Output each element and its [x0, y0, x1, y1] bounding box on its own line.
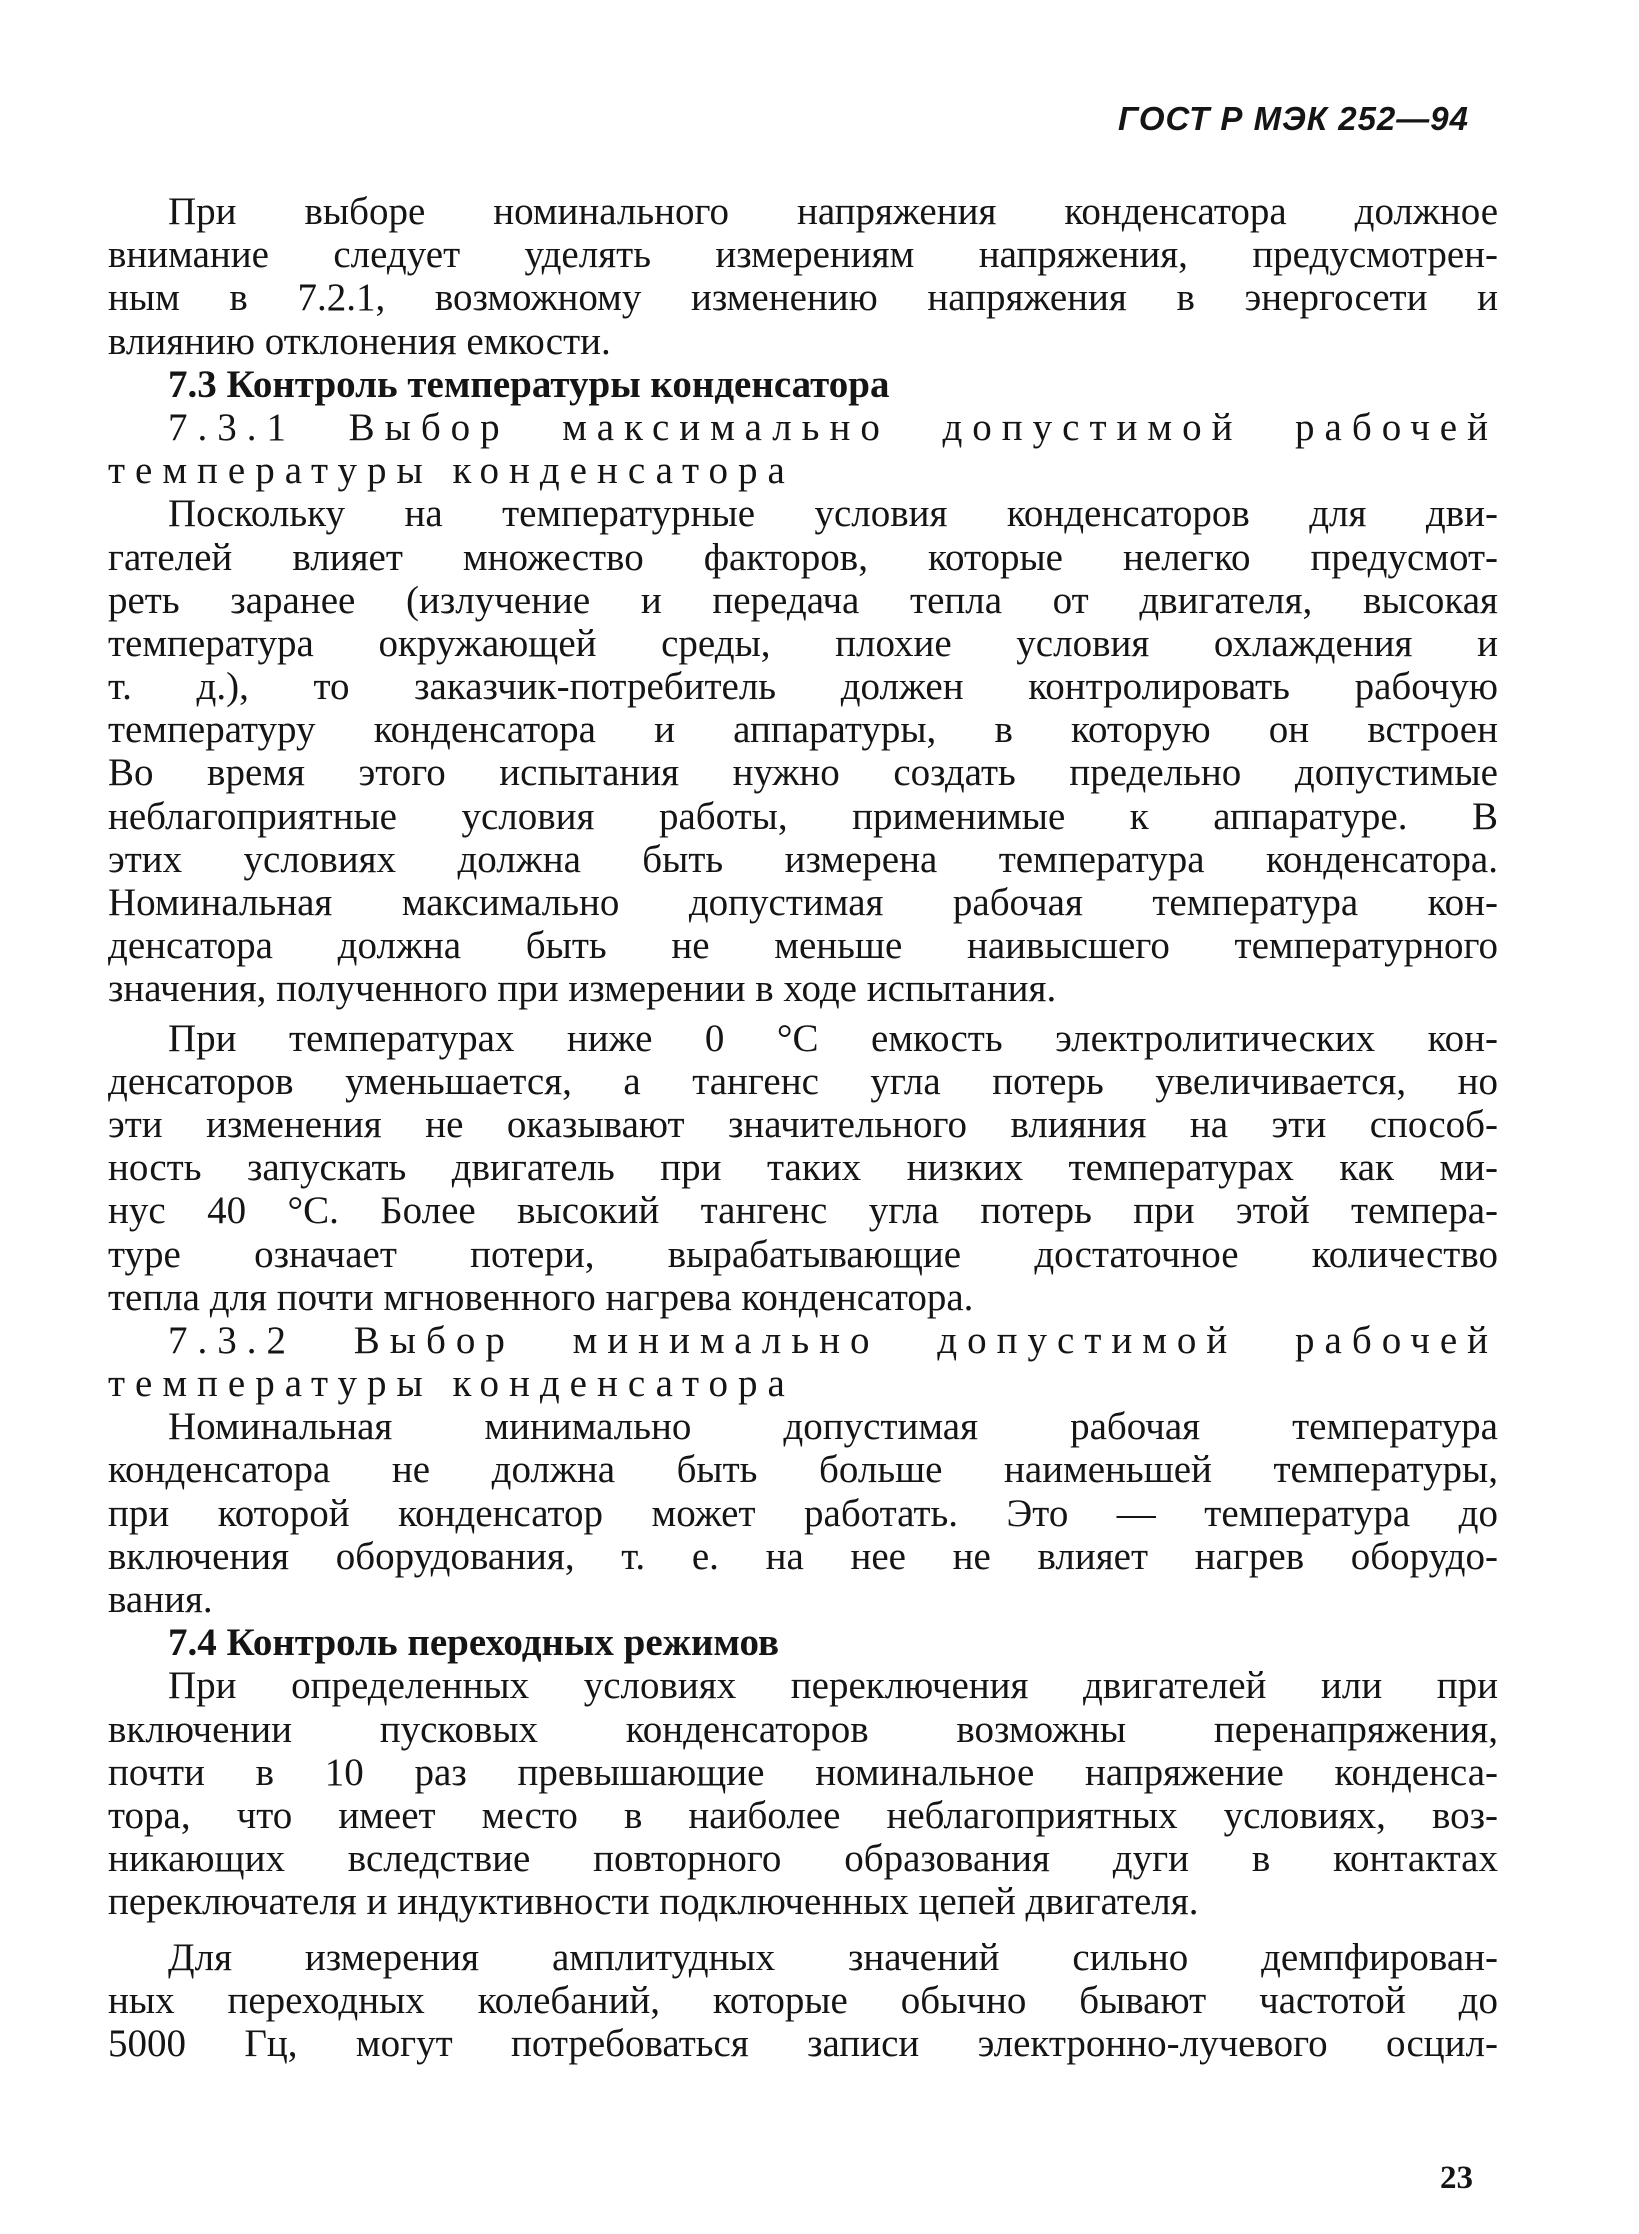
text-line: Поскольку на температурные условия конденсаторов для дви-	[168, 492, 1498, 536]
text-line: эти изменения не оказывают значительного влияния на эти способ-	[108, 1102, 1498, 1146]
text-line: температуру конденсатора и аппаратуры, в которую он встроен	[108, 708, 1498, 752]
text-line: тепла для почти мгновенного нагрева конденсатора.	[108, 1275, 974, 1319]
paragraph-min-temperature	[108, 1405, 1498, 1621]
section-heading-7-4: 7.4 Контроль переходных режимов	[168, 1621, 780, 1665]
document-body	[108, 190, 1498, 2065]
text-line: значения, полученного при измерении в ходе испытания.	[108, 967, 1057, 1011]
text-line: никающих вследствие повторного образования дуги в контактах	[108, 1837, 1498, 1881]
text-line: тора, что имеет место в наиболее неблагоприятных условиях, воз-	[108, 1793, 1498, 1837]
text-line: 7.3.2 Выбор минимально допустимой рабочей	[168, 1318, 1498, 1362]
text-line: этих условиях должна быть измерена температура конденсатора.	[108, 837, 1498, 881]
text-line: Номинальная минимально допустимая рабочая температура	[168, 1405, 1498, 1449]
text-line: вания.	[108, 1578, 213, 1621]
subsection-heading-7-3-2	[108, 1319, 1498, 1405]
text-line: включении пусковых конденсаторов возможны перенапряжения,	[108, 1707, 1498, 1751]
paragraph-amplitude-measurement	[108, 1936, 1498, 2066]
text-line: реть заранее (излучение и передача тепла от двигателя, высокая	[108, 578, 1498, 622]
text-line: При температурах ниже 0 °С емкость электролитических кон-	[168, 1016, 1498, 1060]
text-line: переключателя и индуктивности подключенных цепей двигателя.	[108, 1880, 1199, 1924]
text-line: внимание следует уделять измерениям напряжения, предусмотрен-	[108, 233, 1498, 277]
text-line: при которой конденсатор может работать. Это — температура до	[108, 1491, 1498, 1535]
subsection-heading-7-3-1	[108, 406, 1498, 492]
text-line: гателей влияет множество факторов, которые нелегко предусмот-	[108, 535, 1498, 579]
text-line: денсаторов уменьшается, а тангенс угла потерь увеличивается, но	[108, 1059, 1498, 1103]
text-line: включения оборудования, т. е. на нее не влияет нагрев оборудо-	[108, 1534, 1498, 1578]
text-line: Во время этого испытания нужно создать предельно допустимые	[108, 751, 1498, 795]
text-line: Для измерения амплитудных значений сильно демпфирован-	[168, 1935, 1498, 1979]
text-line: ным в 7.2.1, возможному изменению напряжения в энергосети и	[108, 276, 1498, 320]
paragraph-transients	[108, 1664, 1498, 1923]
text-line: почти в 10 раз превышающие номинальное напряжение конденса-	[108, 1750, 1498, 1794]
text-line: т. д.), то заказчик-потребитель должен контролировать рабочую	[108, 665, 1498, 709]
paragraph-low-temperature	[108, 1017, 1498, 1319]
text-line: При выборе номинального напряжения конденсатора должное	[168, 190, 1498, 233]
text-line: конденсатора не должна быть больше наименьшей температуры,	[108, 1448, 1498, 1492]
text-line: При определенных условиях переключения двигателей или при	[168, 1664, 1498, 1708]
paragraph-temperature-control	[108, 492, 1498, 1010]
page-number: 23	[1440, 2160, 1473, 2196]
section-heading-7-3: 7.3 Контроль температуры конденсатора	[168, 362, 890, 406]
text-line: температура окружающей среды, плохие условия охлаждения и	[108, 621, 1498, 665]
text-line: ных переходных колебаний, которые обычно бывают частотой до	[108, 1978, 1498, 2022]
text-line: неблагоприятные условия работы, применимые к аппаратуре. В	[108, 794, 1498, 838]
text-line: Номинальная максимально допустимая рабочая температура кон-	[108, 881, 1498, 924]
text-line: ность запускать двигатель при таких низких температурах как ми-	[108, 1146, 1498, 1190]
text-line: температуры конденсатора	[108, 449, 795, 493]
text-line: влиянию отклонения емкости.	[108, 319, 611, 363]
text-line: 5000 Гц, могут потребоваться записи электронно-лучевого осцил-	[108, 2021, 1498, 2065]
paragraph-voltage-selection	[108, 190, 1498, 363]
text-line: денсатора должна быть не меньше наивысшего температурного	[108, 924, 1498, 968]
text-line: температуры конденсатора	[108, 1362, 795, 1406]
document-header: ГОСТ Р МЭК 252—94	[1118, 100, 1469, 137]
text-line: туре означает потери, вырабатывающие достаточное количество	[108, 1232, 1498, 1276]
text-line: 7.3.1 Выбор максимально допустимой рабочей	[168, 405, 1498, 449]
text-line: нус 40 °С. Более высокий тангенс угла потерь при этой темпера-	[108, 1189, 1498, 1233]
